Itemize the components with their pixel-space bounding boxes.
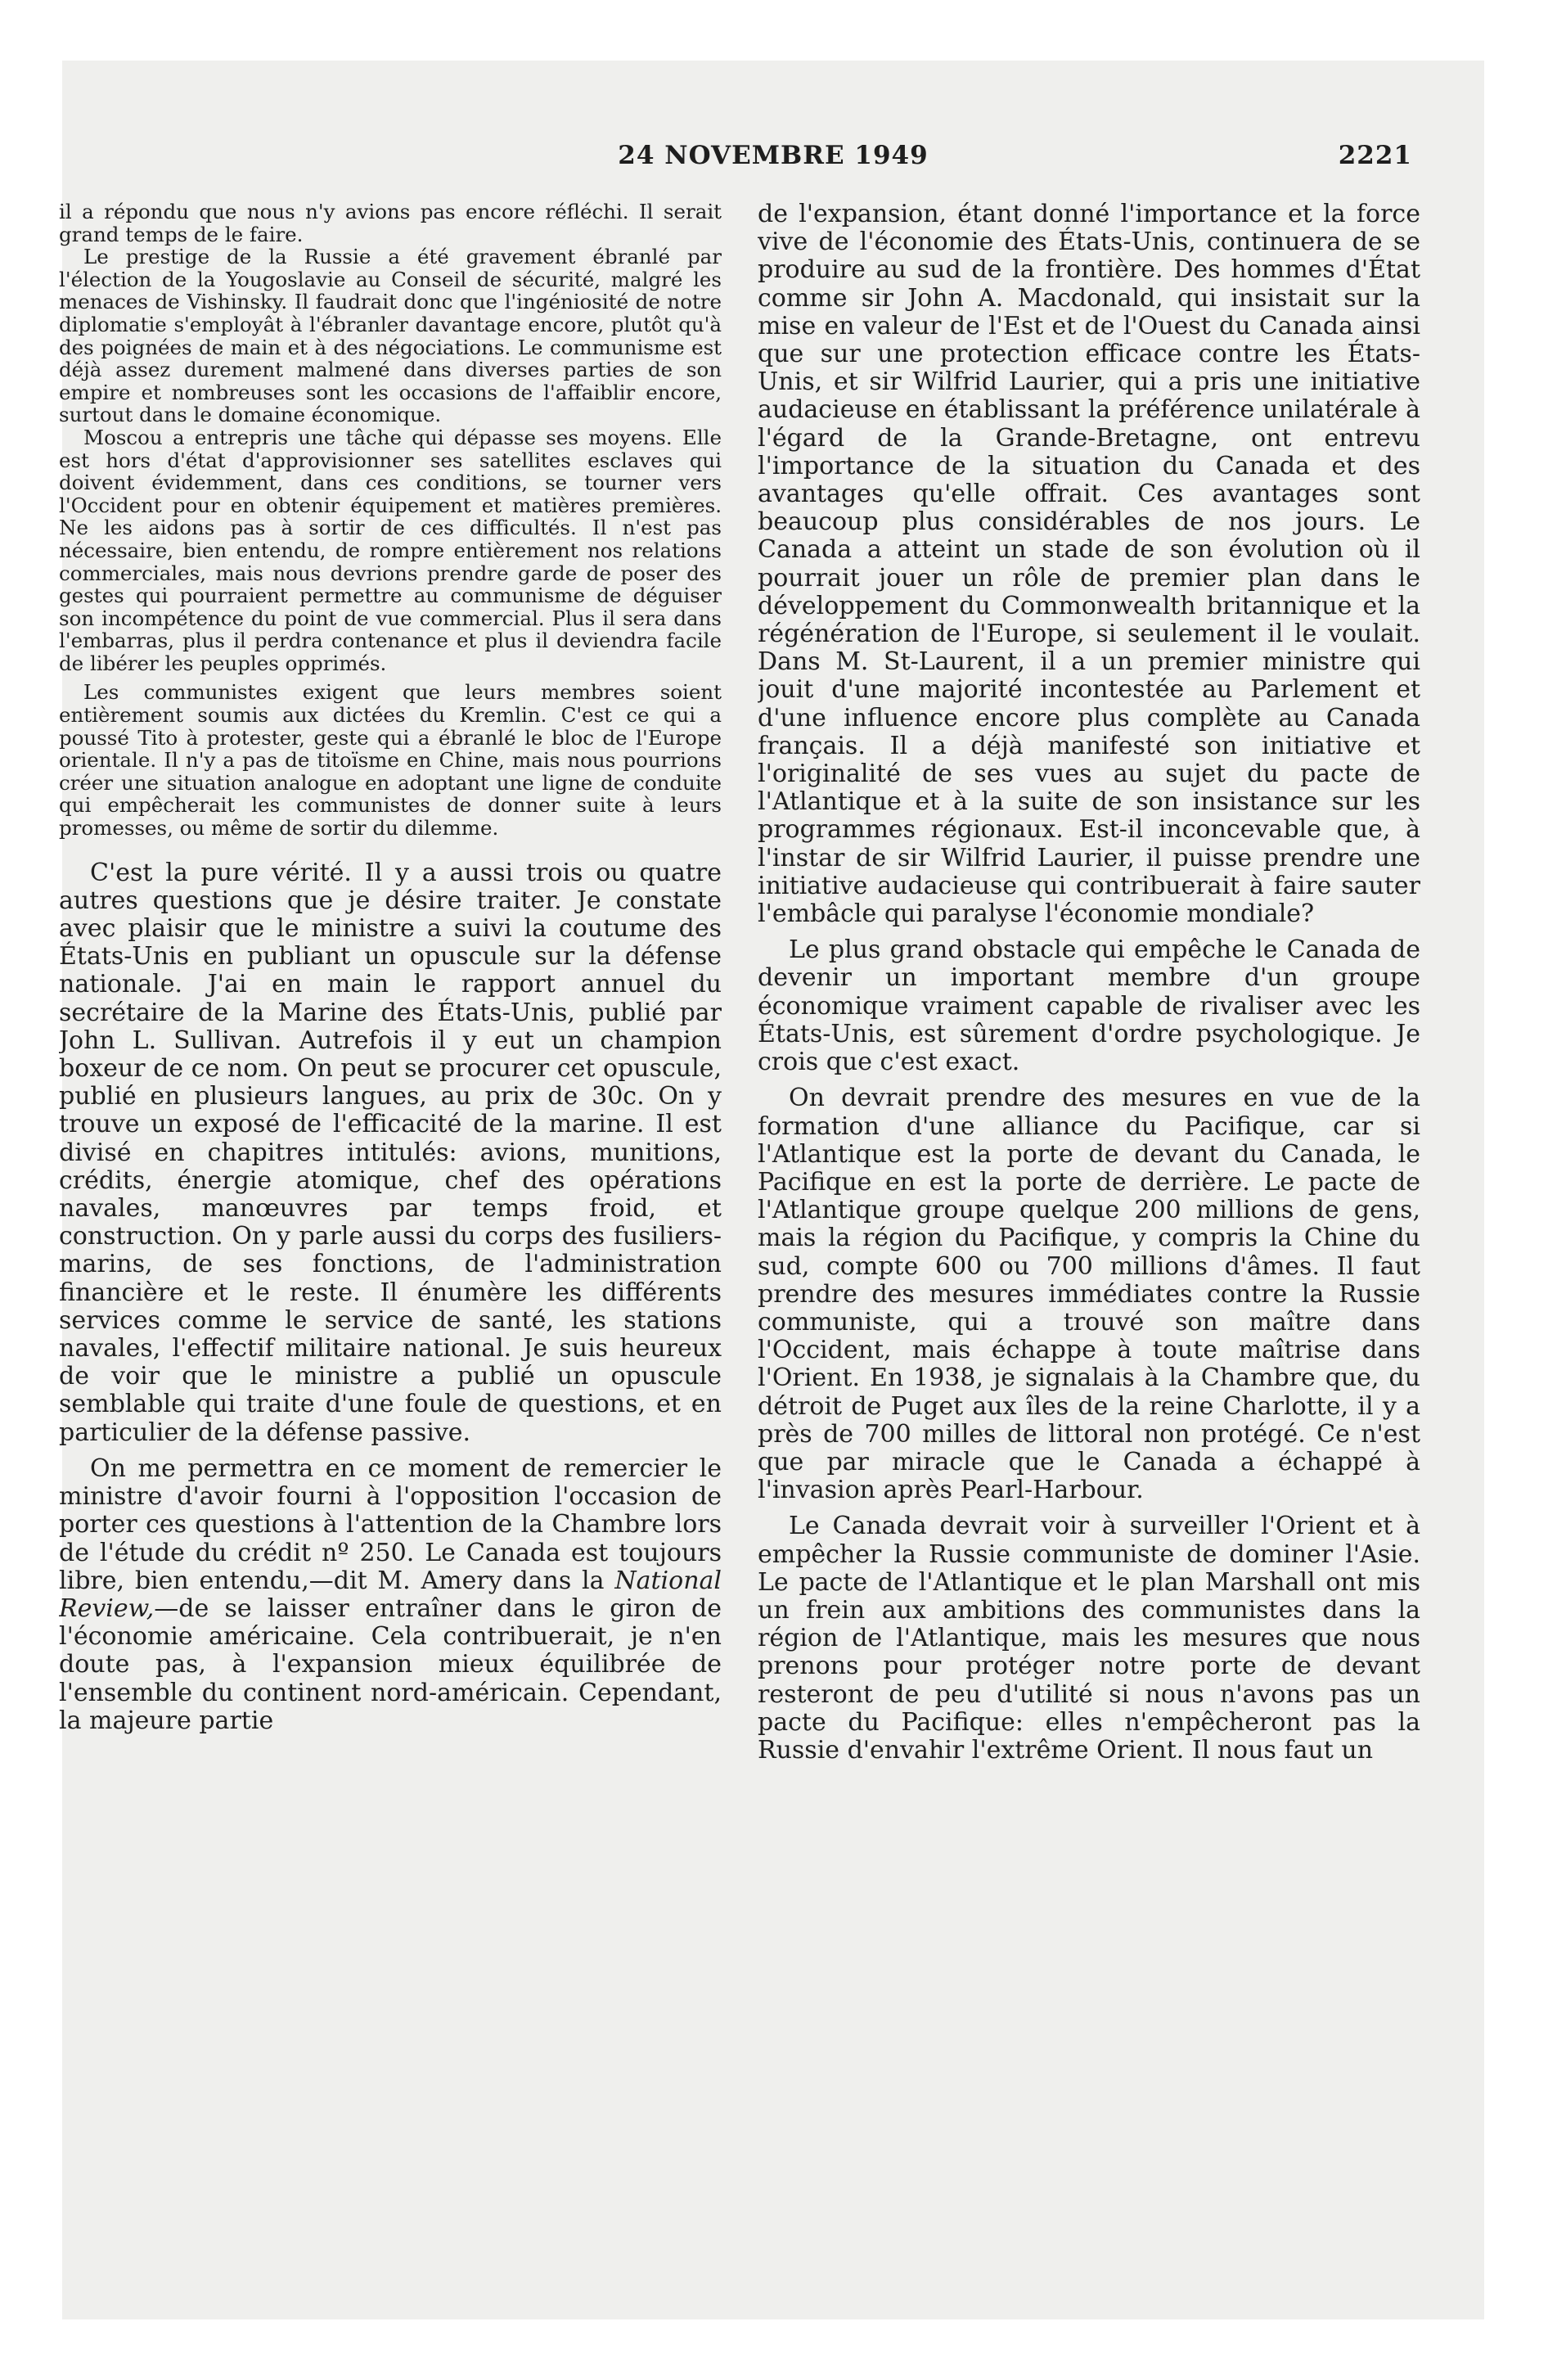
quote-paragraph: il a répondu que nous n'y avions pas encore réfléchi. Il serait grand temps de le faire. bbox=[59, 201, 722, 246]
quoted-passage bbox=[59, 201, 722, 840]
header-date: 24 NOVEMBRE 1949 bbox=[618, 141, 929, 170]
text-run: On me permettra en ce moment de remercier le ministre d'avoir fourni à l'opposition l'occasion de porter ces questions à l'attention de la Chambre lors de l'étude du crédit nº 250. Le Canada est toujours libre, bien entendu,—dit M. Amery dans la bbox=[59, 1454, 722, 1595]
quote-paragraph: Moscou a entrepris une tâche qui dépasse ses moyens. Elle est hors d'état d'approvisionner ses satellites esclaves qui doivent évidemment, dans ces conditions, se tourner vers l'Occident pour en obtenir équipement et matières premières. Ne les aidons pas à sortir de ces difficultés. Il n'est pas nécessaire, bien entendu, de rompre entièrement nos relations commerciales, mais nous devrions prendre garde de poser des gestes qui pourraient permettre au communisme de déguiser son incompétence du point de vue commercial. Plus il sera dans l'embarras, plus il perdra contenance et plus il deviendra facile de libérer les peuples opprimés. bbox=[59, 425, 722, 675]
main-text-left bbox=[59, 859, 722, 1735]
body-paragraph-last bbox=[59, 1455, 722, 1735]
body-paragraph: de l'expansion, étant donné l'importance et la force vive de l'économie des États-Unis, continuera de se produire au sud de la frontière. Des hommes d'État comme sir John A. Macdonald, qui insistait sur la mise en valeur de l'Est et de l'Ouest du Canada ainsi que sur une protection efficace contre les États-Unis, et sir Wilfrid Laurier, qui a pris une initiative audacieuse en établissant la préférence unilatérale à l'égard de la Grande-Bretagne, ont entrevu l'importance de la situation du Canada et des avantages qu'elle offrait. Ces avantages sont beaucoup plus considérables de nos jours. Le Canada a atteint un stade de son évolution où il pourrait jouer un rôle de premier plan dans le développement du Commonwealth britannique et la régénération de l'Europe, si seulement il le voulait. Dans M. St-Laurent, il a un premier ministre qui jouit d'une majorité incontestée au Parlement et d'une influence encore plus complète au Canada français. Il a déjà manifesté son initiative et l'originalité de ses vues au sujet du pacte de l'Atlantique et à la suite de son insistance sur les programmes régionaux. Est-il inconcevable que, à l'instar de sir Wilfrid Laurier, il puisse prendre une initiative audacieuse qui contribuerait à faire sauter l'embâcle qui paralyse l'économie mondiale? bbox=[758, 201, 1420, 929]
left-column bbox=[59, 201, 722, 2189]
right-column bbox=[758, 201, 1420, 2189]
main-text-right bbox=[758, 201, 1420, 1765]
page-header bbox=[62, 141, 1484, 182]
publication-title: National Review, bbox=[59, 1566, 722, 1623]
body-paragraph: Le Canada devrait voir à surveiller l'Orient et à empêcher la Russie communiste de dominer l'Asie. Le pacte de l'Atlantique et le plan Marshall ont mis un frein aux ambitions des communistes dans la région de l'Atlantique, mais les mesures que nous prenons pour protéger notre porte de devant resteront de peu d'utilité si nous n'avons pas un pacte du Pacifique: elles n'empêcheront pas la Russie d'envahir l'extrême Orient. Il nous faut un bbox=[758, 1512, 1420, 1765]
quote-paragraph: Le prestige de la Russie a été gravement ébranlé par l'élection de la Yougoslavie au Conseil de sécurité, malgré les menaces de Vishinsky. Il faudrait donc que l'ingéniosité de notre diplomatie s'employât à l'ébranler davantage encore, plutôt qu'à des poignées de main et à des négociations. Le communisme est déjà assez durement malmené dans diverses parties de son empire et nombreuses sont les occasions de l'affaiblir encore, surtout dans le domaine économique. bbox=[59, 245, 722, 427]
page-number: 2221 bbox=[1338, 141, 1412, 170]
text-run: —de se laisser entraîner dans le giron de l'économie américaine. Cela contribuerait, je n'en doute pas, à l'expansion mieux équilibrée de l'ensemble du continent nord-américain. Cependant, la majeure partie bbox=[59, 1593, 722, 1735]
body-paragraph: C'est la pure vérité. Il y a aussi trois ou quatre autres questions que je désire traiter. Je constate avec plaisir que le ministre a suivi la coutume des États-Unis en publiant un opuscule sur la défense nationale. J'ai en main le rapport annuel du secrétaire de la Marine des États-Unis, publié par John L. Sullivan. Autrefois il y eut un champion boxeur de ce nom. On peut se procurer cet opuscule, publié en plusieurs langues, au prix de 30c. On y trouve un exposé de l'efficacité de la marine. Il est divisé en chapitres intitulés: avions, munitions, crédits, énergie atomique, chef des opérations navales, manœuvres par temps froid, et construction. On y parle aussi du corps des fusiliers-marins, de ses fonctions, de l'administration financière et le reste. Il énumère les différents services comme le service de santé, les stations navales, l'effectif militaire national. Je suis heureux de voir que le ministre a publié un opuscule semblable qui traite d'une foule de questions, et en particulier de la défense passive. bbox=[59, 858, 722, 1447]
body-paragraph: On devrait prendre des mesures en vue de la formation d'une alliance du Pacifique, car si l'Atlantique est la porte de devant du Canada, le Pacifique en est la porte de derrière. Le pacte de l'Atlantique groupe quelque 200 millions de gens, mais la région du Pacifique, y compris la Chine du sud, compte 600 ou 700 millions d'âmes. Il faut prendre des mesures immédiates contre la Russie communiste, qui a trouvé son maître dans l'Occident, mais échappe à toute maîtrise dans l'Orient. En 1938, je signalais à la Chambre que, du détroit de Puget aux îles de la reine Charlotte, il y a près de 700 milles de littoral non protégé. Ce n'est que par miracle que le Canada a échappé à l'invasion après Pearl-Harbour. bbox=[758, 1084, 1420, 1505]
body-paragraph: Le plus grand obstacle qui empêche le Canada de devenir un important membre d'un groupe économique vraiment capable de rivaliser avec les États-Unis, est sûrement d'ordre psychologique. Je crois que c'est exact. bbox=[758, 935, 1420, 1077]
quote-paragraph: Les communistes exigent que leurs membres soient entièrement soumis aux dictées du Kremlin. C'est ce qui a poussé Tito à protester, geste qui a ébranlé le bloc de l'Europe orientale. Il n'y a pas de titoïsme en Chine, mais nous pourrions créer une situation analogue en adoptant une ligne de conduite qui empêcherait les communistes de donner suite à leurs promesses, ou même de sortir du dilemme. bbox=[59, 680, 722, 841]
